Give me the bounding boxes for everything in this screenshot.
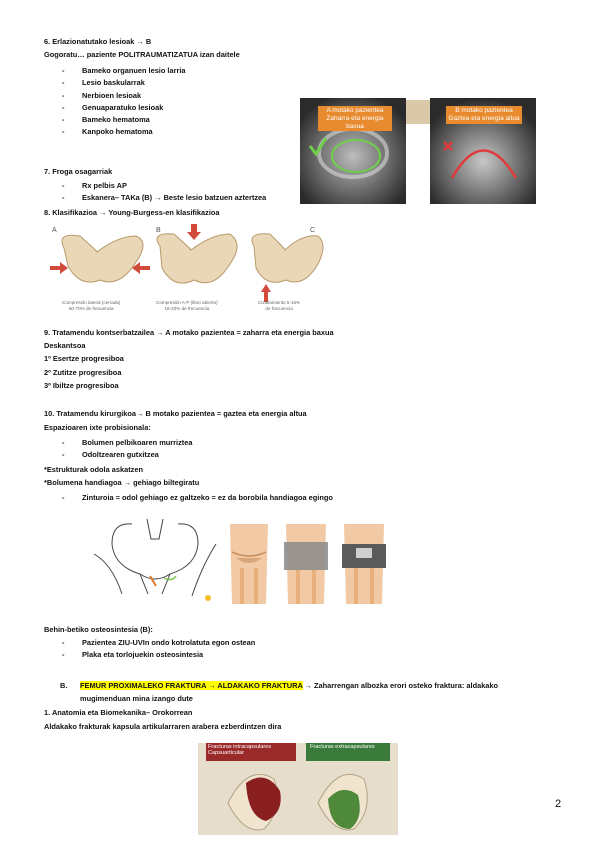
s7-heading: 7. Froga osagarriak — [44, 167, 113, 176]
hip-right-title: Fracturas extracapsulares — [310, 744, 375, 750]
s1-heading: 1. Anatomia eta Biomekanika– Orokorrean — [44, 708, 193, 717]
pelvis-sketch-figure — [92, 514, 218, 606]
sb-line1 — [80, 681, 498, 690]
fig-caption-a: Compresión lateral (cerrada) 60-70% de frecuencia — [62, 300, 121, 311]
s10-intro: Espazioaren ixte probisionala: — [44, 423, 151, 432]
sb-letter: B. — [60, 681, 68, 690]
binder-figure-3 — [338, 518, 390, 604]
pelvis-sketch-icon — [92, 514, 218, 606]
s10-note: *Bolumena handiagoa → gehiago biltegiratu — [44, 478, 200, 487]
list-item: - Plaka eta torlojuekin osteosintesia — [62, 650, 204, 660]
svg-text:A: A — [52, 227, 57, 234]
xray-label-b: B motako pazientea Gaztea eta energia altua — [446, 106, 522, 124]
s9-line: Deskantsoa — [44, 341, 86, 350]
s6-heading: 6. Erlazionatutako lesioak → B — [44, 37, 152, 46]
s9-line: 2º Zutitze progresiboa — [44, 368, 122, 377]
behin-list — [62, 638, 256, 663]
list-item: - Nerbioen lesioak — [62, 90, 142, 100]
s10-note: *Estrukturak odola askatzen — [44, 465, 143, 474]
xray-label-a: A motako pazientea Zaharra eta energia baxua — [318, 106, 392, 131]
list-item: - Pazientea ZIU-UVIn ondo kotrolatuta egon ostean — [62, 638, 256, 647]
s9-line: 3º Ibiltze progresiboa — [44, 381, 119, 390]
behin-heading: Behin-betiko osteosintesia (B): — [44, 625, 153, 634]
fig-caption-b: Compresión A-P (libro abierto) 15-20% de frecuencia — [156, 300, 218, 311]
svg-text:C: C — [310, 227, 316, 234]
s7-list — [62, 181, 267, 206]
list-item: - Zinturoia = odol gehiago ez galtzeko = ez da borobila handiagoa egingo — [62, 493, 333, 502]
s6-list — [62, 66, 186, 140]
sb-highlight: FEMUR PROXIMALEKO FRAKTURA → ALDAKAKO FRAKTURA — [80, 681, 303, 690]
list-item: - Kanpoko hematoma — [62, 127, 153, 137]
s8-heading: 8. Klasifikazioa → Young-Burgess-en klasifikazioa — [44, 208, 220, 217]
s6-intro: Gogoratu… paziente POLITRAUMATIZATUA izan daitele — [44, 50, 240, 59]
s9-heading: 9. Tratamendu kontserbatzailea → A motako pazientea = zaharra eta energia baxua — [44, 328, 334, 337]
ornament-icon — [406, 100, 430, 124]
binder-figure-2 — [280, 518, 332, 604]
s9-line: 1º Esertze progresiboa — [44, 354, 124, 363]
list-item: - Genuaparatuko lesioak — [62, 102, 164, 112]
sb-rest: → Zaharrengan albozka erori osteko fraktura: aldakako — [302, 681, 499, 690]
binder-figure-1 — [226, 518, 272, 604]
s1-line: Aldakako frakturak kapsula artikularraren arabera ezberdintzen dira — [44, 722, 282, 731]
svg-text:B: B — [156, 227, 161, 234]
list-item: - Bameko organuen lesio larria — [62, 66, 186, 75]
list-item: - Rx pelbis AP — [62, 181, 127, 190]
page-number: 2 — [555, 798, 562, 810]
list-item: - Bameko hematoma — [62, 115, 150, 125]
list-item: - Eskanera– TAKa (B) → Beste lesio batzuen aztertzea — [62, 193, 267, 203]
list-item: - Odoltzearen gutxitzea — [62, 450, 159, 460]
s10-list-2 — [62, 493, 333, 505]
sb-line2: mugimenduan mina izango dute — [80, 694, 193, 703]
list-item: - Lesio baskularrak — [62, 78, 145, 88]
list-item: - Bolumen pelbikoaren murriztea — [62, 438, 193, 447]
fig-caption-c: Cizallamiento 5-15% de frecuencia — [258, 300, 301, 311]
hip-left-title: Fracturas intracapsulares Capsuarticular — [208, 744, 272, 757]
s10-list — [62, 438, 193, 463]
s10-heading: 10. Tratamendu kirurgikoa→ B motako pazientea = gaztea eta energia altua — [44, 409, 307, 418]
